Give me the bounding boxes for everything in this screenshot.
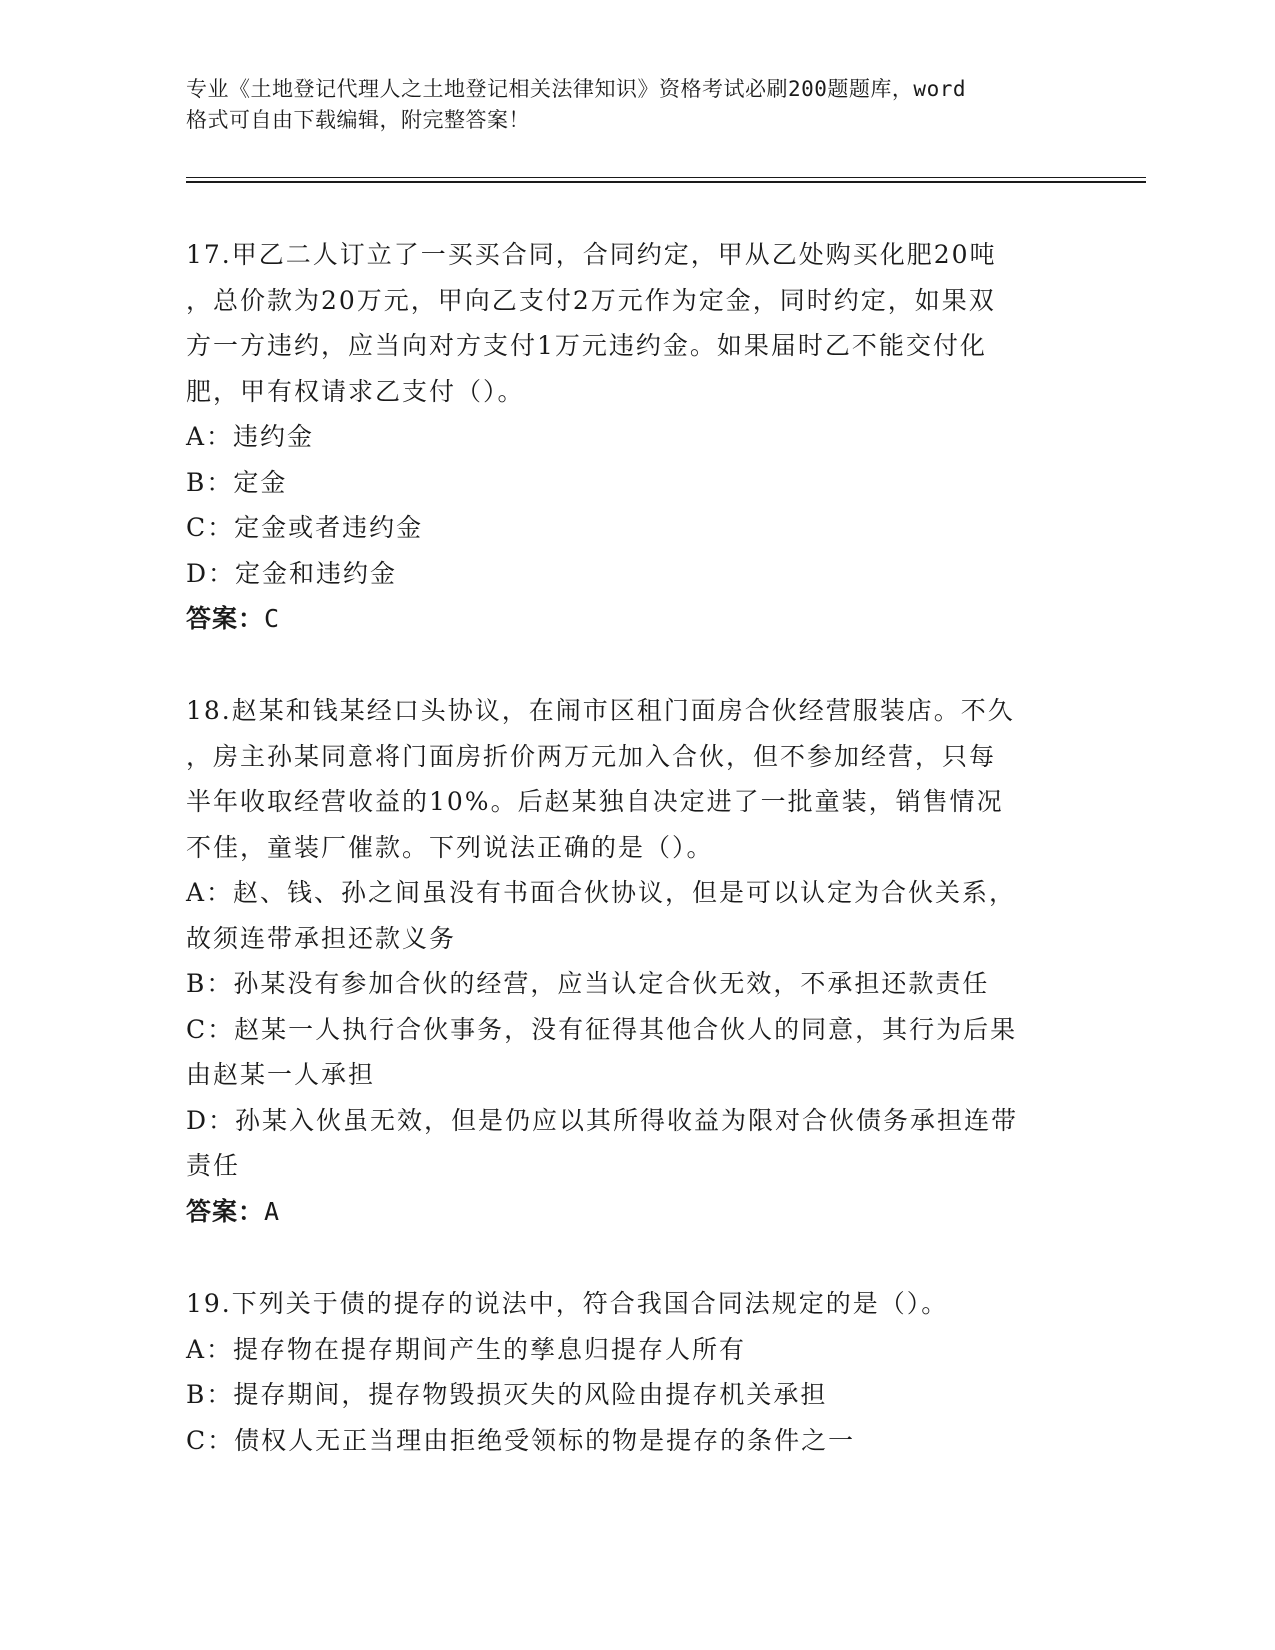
question-19 <box>186 1281 1086 1463</box>
option-b: B：定金 <box>186 467 288 497</box>
question-stem-line: 肥，甲有权请求乙支付（）。 <box>186 376 525 406</box>
header-divider-bottom <box>186 181 1146 183</box>
option-c-continued: 由赵某一人承担 <box>186 1060 376 1089</box>
header-line-2: 格式可自由下载编辑，附完整答案！ <box>186 108 530 132</box>
header-divider-top <box>186 177 1146 178</box>
option-d: D：定金和违约金 <box>186 558 398 588</box>
question-stem-line: 18.赵某和钱某经口头协议，在闹市区租门面房合伙经营服装店。不久 <box>186 696 1015 725</box>
question-stem-line: 17.甲乙二人订立了一买买合同，合同约定，甲从乙处购买化肥20吨 <box>186 240 997 269</box>
question-stem-line: 19.下列关于债的提存的说法中，符合我国合同法规定的是（）。 <box>186 1289 949 1318</box>
answer <box>186 1189 1086 1235</box>
answer-value: A <box>264 1196 281 1226</box>
question-stem-line: 不佳，童装厂催款。下列说法正确的是（）。 <box>186 832 714 862</box>
answer-label: 答案： <box>186 604 265 633</box>
option-b: B：提存期间，提存物毁损灭失的风险由提存机关承担 <box>186 1380 828 1409</box>
header-line-1: 专业《土地登记代理人之土地登记相关法律知识》资格考试必刷200题题库，word <box>186 77 966 101</box>
question-stem-line: 方一方违约，应当向对方支付1万元违约金。如果届时乙不能交付化 <box>186 331 987 360</box>
answer <box>186 596 1086 642</box>
option-c: C：定金或者违约金 <box>186 513 424 542</box>
question-stem-line: ，总价款为20万元，甲向乙支付2万元作为定金，同时约定，如果双 <box>186 285 996 315</box>
option-b: B：孙某没有参加合伙的经营，应当认定合伙无效，不承担还款责任 <box>186 969 990 998</box>
answer-value: C <box>264 604 281 633</box>
answer-label: 答案： <box>186 1196 265 1226</box>
option-a-continued: 故须连带承担还款义务 <box>186 923 457 953</box>
question-17 <box>186 232 1086 642</box>
question-18 <box>186 688 1086 1234</box>
option-a: A：赵、钱、孙之间虽没有书面合伙协议，但是可以认定为合伙关系， <box>186 878 1017 907</box>
option-a: A：违约金 <box>186 422 315 451</box>
option-d-continued: 责任 <box>186 1151 241 1180</box>
question-stem-line: ，房主孙某同意将门面房折价两万元加入合伙，但不参加经营，只每 <box>186 741 997 771</box>
option-c: C：赵某一人执行合伙事务，没有征得其他合伙人的同意，其行为后果 <box>186 1014 1018 1044</box>
option-d: D：孙某入伙虽无效，但是仍应以其所得收益为限对合伙债务承担连带 <box>186 1105 1019 1135</box>
option-c: C：债权人无正当理由拒绝受领标的物是提存的条件之一 <box>186 1425 856 1455</box>
document-header <box>186 74 1086 136</box>
option-a: A：提存物在提存期间产生的孳息归提存人所有 <box>186 1334 747 1364</box>
question-stem-line: 半年收取经营收益的10%。后赵某独自决定进了一批童装，销售情况 <box>186 787 1004 816</box>
